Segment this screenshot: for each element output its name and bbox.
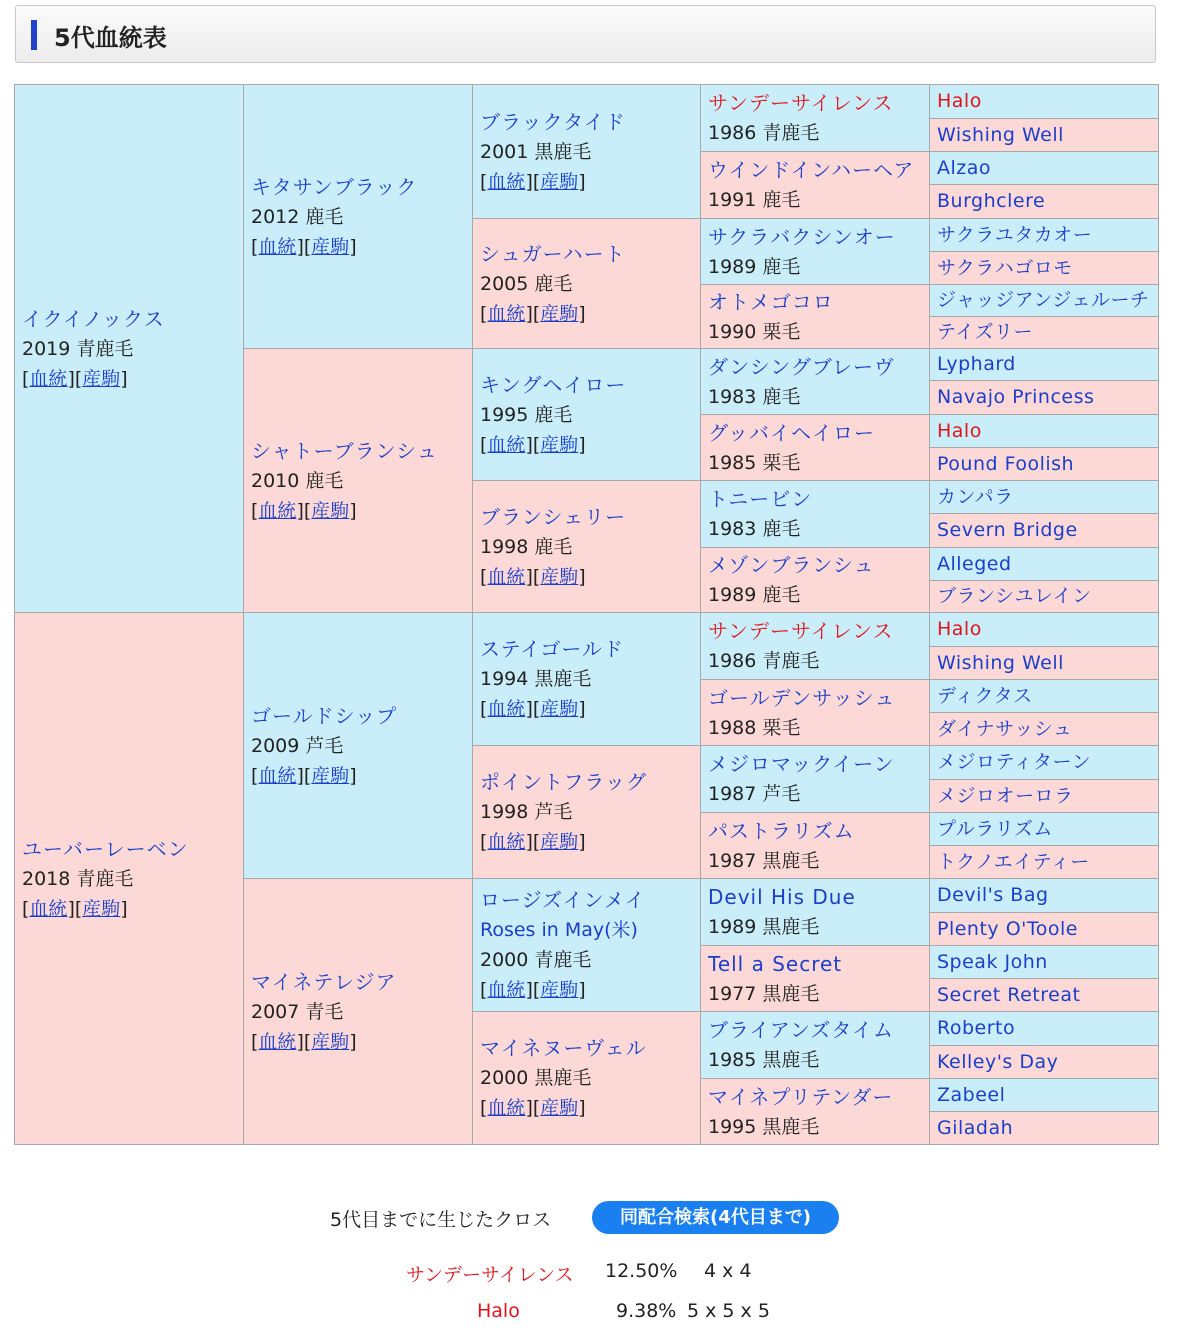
- pedigree-cell-gen5: [930, 680, 1159, 713]
- horse-name-link[interactable]: Wishing Well: [937, 651, 1064, 674]
- pedigree-cell-gen3: [473, 349, 701, 481]
- horse-name-link[interactable]: Halo: [937, 419, 982, 442]
- horse-name-link[interactable]: ブラックタイド: [480, 109, 626, 134]
- cross-row: [0, 1260, 1179, 1286]
- horse-name-link[interactable]: サクラバクシンオー: [708, 224, 896, 249]
- horse-name-link[interactable]: Alleged: [937, 552, 1012, 575]
- pedigree-cell-gen5: [930, 85, 1159, 119]
- pedigree-table: [14, 84, 1159, 1145]
- horse-year-color: 1989 黒鹿毛: [708, 916, 820, 938]
- horse-year-color: 2000 青鹿毛: [480, 949, 592, 971]
- horse-name-link[interactable]: Severn Bridge: [937, 519, 1078, 541]
- horse-name-link[interactable]: Halo: [937, 90, 982, 112]
- section-header: [15, 5, 1156, 63]
- pedigree-cell-gen5: [930, 317, 1159, 349]
- horse-name-link[interactable]: ブライアンズタイム: [708, 1018, 894, 1042]
- horse-name-link[interactable]: Devil's Bag: [937, 884, 1049, 906]
- horse-name-link[interactable]: プルラリズム: [937, 817, 1053, 840]
- pedigree-cell-gen5: [930, 252, 1159, 285]
- horse-year-color: 1983 鹿毛: [708, 518, 801, 540]
- horse-year-color: 1987 芦毛: [708, 783, 801, 805]
- cross-percent: 12.50%: [605, 1260, 678, 1282]
- horse-name-link[interactable]: Alzao: [937, 156, 992, 179]
- pedigree-link[interactable]: 血統: [487, 433, 526, 456]
- pedigree-cell-gen5: [930, 548, 1159, 581]
- horse-year-color: 1989 鹿毛: [708, 584, 801, 606]
- horse-name-link[interactable]: テイズリー: [937, 321, 1033, 343]
- pedigree-cell-gen3: [473, 746, 701, 879]
- pedigree-cell-gen3: [473, 879, 701, 1012]
- pedigree-cell-gen5: [930, 448, 1159, 481]
- horse-name-link[interactable]: Burghclere: [937, 190, 1046, 212]
- horse-links: [血統][産駒]: [251, 499, 357, 522]
- pedigree-link[interactable]: 血統: [258, 235, 297, 258]
- pedigree-link[interactable]: 血統: [487, 170, 526, 193]
- pedigree-cell-gen5: [930, 647, 1159, 680]
- pedigree-cell-gen3: [473, 219, 701, 349]
- pedigree-link[interactable]: 血統: [487, 302, 526, 325]
- horse-links: [血統][産駒]: [480, 831, 586, 853]
- horse-links: [血統][産駒]: [251, 235, 357, 258]
- horse-links: [血統][産駒]: [480, 698, 586, 720]
- pedigree-link[interactable]: 血統: [487, 1097, 526, 1119]
- pedigree-cell-gen4: [701, 946, 930, 1012]
- pedigree-cell-gen5: [930, 514, 1159, 548]
- horse-name-link[interactable]: メゾンブランシュ: [708, 553, 875, 577]
- pedigree-cell-gen5: [930, 481, 1159, 514]
- horse-year-color: 1995 黒鹿毛: [708, 1115, 820, 1138]
- horse-links: [血統][産駒]: [480, 979, 586, 1001]
- progeny-link[interactable]: 産駒: [540, 979, 579, 1001]
- horse-links: [血統][産駒]: [480, 565, 586, 588]
- horse-name-link[interactable]: メジロオーロラ: [937, 784, 1074, 807]
- horse-name-link[interactable]: ユーバーレーベン: [22, 836, 189, 861]
- pedigree-cell-gen1: [15, 85, 244, 613]
- pedigree-cell-gen5: [930, 780, 1159, 813]
- horse-name-link[interactable]: Tell a Secret: [708, 951, 843, 976]
- horse-name-link[interactable]: ディクタス: [937, 684, 1033, 707]
- horse-links: [血統][産駒]: [480, 1097, 586, 1119]
- pedigree-cell-gen5: [930, 1012, 1159, 1046]
- horse-name-link[interactable]: ダンシングブレーヴ: [708, 354, 895, 379]
- horse-name-link[interactable]: Secret Retreat: [937, 983, 1081, 1006]
- pedigree-cell-gen3: [473, 85, 701, 219]
- horse-year-color: 1985 黒鹿毛: [708, 1049, 820, 1071]
- pedigree-cell-gen5: [930, 879, 1159, 913]
- pedigree-cell-gen4: [701, 680, 930, 746]
- horse-name-link[interactable]: サンデーサイレンス: [708, 619, 894, 643]
- pedigree-cell-gen2: [244, 613, 473, 879]
- horse-year-color: 1991 鹿毛: [708, 189, 801, 211]
- pedigree-cell-gen1: [15, 613, 244, 1145]
- horse-year-color: 2007 青毛: [251, 1000, 344, 1023]
- horse-name-link[interactable]: ブランシェリー: [480, 504, 627, 529]
- progeny-link[interactable]: 産駒: [540, 565, 579, 588]
- progeny-link[interactable]: 産駒: [311, 764, 350, 787]
- pedigree-cell-gen4: [701, 152, 930, 219]
- pedigree-cell-gen5: [930, 1112, 1159, 1145]
- pedigree-cell-gen5: [930, 581, 1159, 613]
- pedigree-cell-gen2: [244, 879, 473, 1145]
- horse-original-name: Roses in May(米): [480, 919, 638, 941]
- horse-name-link[interactable]: トニービン: [708, 487, 813, 511]
- pedigree-cell-gen5: [930, 979, 1159, 1012]
- pedigree-cell-gen5: [930, 185, 1159, 219]
- cross-horse-name[interactable]: サンデーサイレンス: [406, 1264, 574, 1286]
- horse-name-link[interactable]: ゴールデンサッシュ: [708, 685, 896, 710]
- pedigree-cell-gen4: [701, 219, 930, 285]
- pedigree-cell-gen4: [701, 415, 930, 481]
- horse-year-color: 1986 青鹿毛: [708, 122, 820, 144]
- cross-percent: 9.38%: [616, 1300, 677, 1322]
- horse-year-color: 1989 鹿毛: [708, 255, 801, 278]
- horse-links: [血統][産駒]: [480, 302, 586, 325]
- pedigree-cell-gen5: [930, 285, 1159, 317]
- horse-name-link[interactable]: ゴールドシップ: [251, 703, 398, 728]
- horse-name-link[interactable]: Devil His Due: [708, 885, 856, 909]
- pedigree-cell-gen4: [701, 1079, 930, 1145]
- horse-name-link[interactable]: マイネプリテンダー: [708, 1084, 894, 1109]
- progeny-link[interactable]: 産駒: [540, 433, 579, 456]
- pedigree-cell-gen4: [701, 879, 930, 946]
- pedigree-cell-gen3: [473, 481, 701, 613]
- horse-links: [血統][産駒]: [480, 170, 586, 193]
- horse-name-link[interactable]: マイネヌーヴェル: [480, 1036, 647, 1060]
- pedigree-cell-gen2: [244, 349, 473, 613]
- progeny-link[interactable]: 産駒: [540, 170, 579, 193]
- horse-year-color: 2010 鹿毛: [251, 469, 344, 492]
- horse-year-color: 1990 栗毛: [708, 320, 801, 343]
- horse-name-link[interactable]: ロージズインメイ: [480, 888, 646, 912]
- horse-name-link[interactable]: ブランシユレイン: [937, 585, 1092, 607]
- pedigree-link[interactable]: 血統: [258, 764, 297, 787]
- pedigree-cell-gen5: [930, 152, 1159, 185]
- pedigree-cell-gen4: [701, 349, 930, 415]
- horse-name-link[interactable]: メジロマックイーン: [708, 752, 895, 776]
- progeny-link[interactable]: 産駒: [540, 302, 579, 325]
- pedigree-cell-gen5: [930, 713, 1159, 746]
- horse-year-color: 1977 黒鹿毛: [708, 982, 820, 1005]
- pedigree-cell-gen5: [930, 746, 1159, 780]
- horse-name-link[interactable]: イクイノックス: [22, 306, 165, 331]
- pedigree-link[interactable]: 血統: [487, 698, 526, 720]
- horse-name-link[interactable]: Lyphard: [937, 353, 1016, 375]
- pedigree-cell-gen5: [930, 381, 1159, 415]
- pedigree-cell-gen5: [930, 1079, 1159, 1112]
- horse-year-color: 2000 黒鹿毛: [480, 1067, 592, 1089]
- pedigree-link[interactable]: 血統: [487, 831, 526, 853]
- progeny-link[interactable]: 産駒: [82, 897, 121, 920]
- pedigree-link[interactable]: 血統: [487, 979, 526, 1001]
- horse-links: [血統][産駒]: [22, 367, 128, 390]
- horse-name-link[interactable]: Kelley's Day: [937, 1050, 1059, 1073]
- progeny-link[interactable]: 産駒: [311, 499, 350, 522]
- pedigree-cell-gen5: [930, 349, 1159, 381]
- horse-links: [血統][産駒]: [22, 897, 128, 920]
- pedigree-cell-gen5: [930, 613, 1159, 647]
- pedigree-row: [15, 613, 1159, 647]
- horse-year-color: 2018 青鹿毛: [22, 867, 134, 890]
- pedigree-cell-gen5: [930, 913, 1159, 946]
- pedigree-cell-gen5: [930, 219, 1159, 252]
- horse-name-link[interactable]: キタサンブラック: [251, 174, 418, 199]
- pedigree-link[interactable]: 血統: [258, 499, 297, 522]
- horse-year-color: 1983 鹿毛: [708, 385, 801, 408]
- cross-horse-name[interactable]: Halo: [477, 1300, 520, 1322]
- pedigree-cell-gen3: [473, 1012, 701, 1145]
- horse-year-color: 2001 黒鹿毛: [480, 140, 592, 163]
- horse-year-color: 1998 芦毛: [480, 801, 573, 823]
- horse-name-link[interactable]: Giladah: [937, 1116, 1014, 1139]
- horse-year-color: 1985 栗毛: [708, 451, 801, 474]
- horse-year-color: 1994 黒鹿毛: [480, 668, 592, 690]
- progeny-link[interactable]: 産駒: [82, 367, 121, 390]
- cross-label: 5代目までに生じたクロス: [330, 1209, 552, 1231]
- horse-name-link[interactable]: シャトーブランシュ: [251, 438, 438, 463]
- progeny-link[interactable]: 産駒: [311, 1030, 350, 1053]
- horse-year-color: 2012 鹿毛: [251, 205, 344, 228]
- progeny-link[interactable]: 産駒: [540, 698, 579, 720]
- cross-generations: 5 x 5 x 5: [687, 1300, 770, 1322]
- horse-name-link[interactable]: Navajo Princess: [937, 386, 1095, 408]
- pedigree-cell-gen2: [244, 85, 473, 349]
- horse-name-link[interactable]: Speak John: [937, 950, 1048, 973]
- pedigree-link[interactable]: 血統: [29, 897, 68, 920]
- horse-name-link[interactable]: カンパラ: [937, 485, 1014, 508]
- horse-name-link[interactable]: Plenty O'Toole: [937, 917, 1078, 940]
- pedigree-link[interactable]: 血統: [258, 1030, 297, 1053]
- horse-links: [血統][産駒]: [251, 764, 357, 787]
- pedigree-link[interactable]: 血統: [29, 367, 68, 390]
- pedigree-cell-gen4: [701, 548, 930, 613]
- horse-name-link[interactable]: Pound Foolish: [937, 452, 1075, 475]
- horse-name-link[interactable]: Wishing Well: [937, 123, 1064, 146]
- horse-year-color: 1986 青鹿毛: [708, 650, 820, 672]
- pedigree-cell-gen5: [930, 119, 1159, 152]
- horse-links: [血統][産駒]: [480, 433, 586, 456]
- horse-name-link[interactable]: パストラリズム: [708, 818, 855, 843]
- horse-name-link[interactable]: シュガーハート: [480, 241, 626, 266]
- horse-year-color: 2005 鹿毛: [480, 272, 573, 295]
- horse-year-color: 1998 鹿毛: [480, 535, 573, 558]
- pedigree-cell-gen4: [701, 481, 930, 548]
- horse-name-link[interactable]: オトメゴコロ: [708, 289, 834, 314]
- horse-year-color: 1995 鹿毛: [480, 403, 573, 426]
- pedigree-cell-gen4: [701, 813, 930, 879]
- horse-name-link[interactable]: マイネテレジア: [251, 969, 397, 994]
- cross-row: [0, 1300, 1179, 1326]
- horse-name-link[interactable]: ジャッジアンジェルーチ: [937, 289, 1150, 311]
- horse-name-link[interactable]: サクラユタカオー: [937, 223, 1093, 246]
- horse-year-color: 1987 黒鹿毛: [708, 849, 820, 872]
- progeny-link[interactable]: 産駒: [311, 235, 350, 258]
- progeny-link[interactable]: 産駒: [540, 831, 579, 853]
- pedigree-cell-gen4: [701, 613, 930, 680]
- pedigree-cell-gen5: [930, 415, 1159, 448]
- horse-name-link[interactable]: キングヘイロー: [480, 372, 627, 397]
- horse-name-link[interactable]: サンデーサイレンス: [708, 91, 894, 115]
- horse-name-link[interactable]: ダイナサッシュ: [937, 717, 1073, 740]
- pedigree-row: [15, 85, 1159, 119]
- pedigree-cell-gen5: [930, 946, 1159, 979]
- horse-year-color: 2009 芦毛: [251, 734, 344, 757]
- horse-name-link[interactable]: グッバイヘイロー: [708, 420, 875, 445]
- pedigree-cell-gen3: [473, 613, 701, 746]
- horse-year-color: 1988 栗毛: [708, 716, 801, 739]
- horse-name-link[interactable]: ウインドインハーヘア: [708, 158, 915, 182]
- section-title: 5代血統表: [54, 24, 167, 52]
- horse-name-link[interactable]: ポイントフラッグ: [480, 770, 647, 794]
- horse-name-link[interactable]: トクノエイティー: [937, 850, 1090, 873]
- pedigree-cell-gen4: [701, 285, 930, 349]
- horse-name-link[interactable]: Halo: [937, 618, 982, 640]
- pedigree-cell-gen4: [701, 746, 930, 813]
- pedigree-link[interactable]: 血統: [487, 565, 526, 588]
- horse-links: [血統][産駒]: [251, 1030, 357, 1053]
- header-accent-bar: [31, 20, 37, 50]
- horse-name-link[interactable]: Roberto: [937, 1017, 1016, 1039]
- horse-name-link[interactable]: サクラハゴロモ: [937, 256, 1073, 279]
- horse-name-link[interactable]: Zabeel: [937, 1083, 1006, 1106]
- progeny-link[interactable]: 産駒: [540, 1097, 579, 1119]
- pedigree-cell-gen5: [930, 1046, 1159, 1079]
- horse-name-link[interactable]: メジロティターン: [937, 751, 1092, 773]
- pedigree-cell-gen5: [930, 846, 1159, 879]
- same-mating-search-button[interactable]: 同配合検索(4代目まで): [592, 1201, 839, 1234]
- horse-name-link[interactable]: ステイゴールド: [480, 637, 624, 661]
- pedigree-cell-gen4: [701, 1012, 930, 1079]
- pedigree-cell-gen4: [701, 85, 930, 152]
- cross-generations: 4 x 4: [704, 1260, 752, 1282]
- horse-year-color: 2019 青鹿毛: [22, 337, 134, 360]
- pedigree-cell-gen5: [930, 813, 1159, 846]
